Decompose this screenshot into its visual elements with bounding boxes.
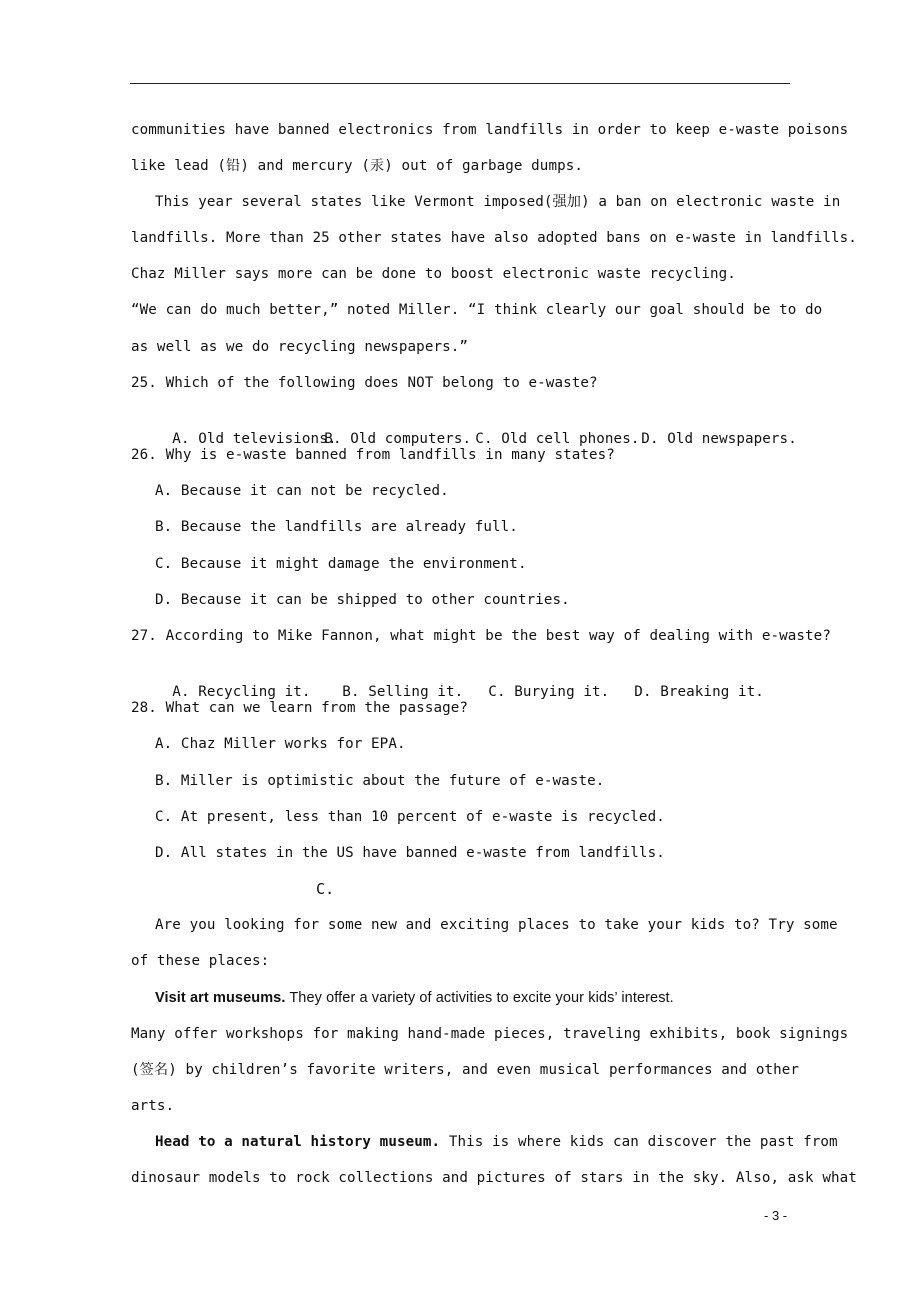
natural-history-paragraph bbox=[155, 1132, 838, 1152]
natural-history-title: Head to a natural history museum. bbox=[155, 1134, 441, 1150]
art-museums-title: Visit art museums. bbox=[155, 990, 286, 1006]
option-d: D. Old newspapers. bbox=[641, 431, 797, 447]
art-museums-line: (签名) by children’s favorite writers, and even musical performances and other bbox=[131, 1062, 800, 1078]
question-26-option-d: D. Because it can be shipped to other countries. bbox=[155, 592, 570, 608]
art-museums-line: arts. bbox=[131, 1098, 175, 1114]
question-28-option-a: A. Chaz Miller works for EPA. bbox=[155, 736, 406, 752]
passage-b-line: This year several states like Vermont imposed(强加) a ban on electronic waste in bbox=[155, 194, 841, 210]
question-27-stem: 27. According to Mike Fannon, what might be the best way of dealing with e-waste? bbox=[131, 628, 831, 644]
question-26-option-b: B. Because the landfills are already full. bbox=[155, 519, 518, 535]
passage-b-line: communities have banned electronics from landfills in order to keep e-waste poisons bbox=[131, 122, 849, 138]
option-b: B. Selling it. bbox=[342, 684, 464, 700]
passage-b-line: “We can do much better,” noted Miller. “I think clearly our goal should be to do bbox=[131, 302, 823, 318]
option-a: A. Old televisions. bbox=[172, 431, 337, 447]
question-27-options bbox=[155, 662, 764, 702]
question-28-stem: 28. What can we learn from the passage? bbox=[131, 700, 469, 716]
passage-b-line: Chaz Miller says more can be done to boost electronic waste recycling. bbox=[131, 266, 736, 282]
question-28-option-b: B. Miller is optimistic about the future of e-waste. bbox=[155, 773, 605, 789]
header-rule bbox=[130, 83, 790, 84]
passage-b-line: as well as we do recycling newspapers.” bbox=[131, 339, 469, 355]
question-28-option-d: D. All states in the US have banned e-waste from landfills. bbox=[155, 845, 665, 861]
question-26-option-c: C. Because it might damage the environment. bbox=[155, 556, 527, 572]
art-museums-paragraph bbox=[155, 988, 674, 1008]
option-c: C. Burying it. bbox=[488, 684, 610, 700]
passage-b-line: like lead (铅) and mercury (汞) out of garbage dumps. bbox=[131, 158, 584, 174]
art-museums-line: Many offer workshops for making hand-made pieces, traveling exhibits, book signings bbox=[131, 1026, 849, 1042]
page-number: - 3 - bbox=[764, 1208, 788, 1223]
passage-c-heading: C. bbox=[316, 880, 335, 898]
option-d: D. Breaking it. bbox=[634, 684, 764, 700]
question-25-options bbox=[155, 409, 797, 449]
question-28-option-c: C. At present, less than 10 percent of e-waste is recycled. bbox=[155, 809, 665, 825]
option-a: A. Recycling it. bbox=[172, 684, 311, 700]
natural-history-line: dinosaur models to rock collections and pictures of stars in the sky. Also, ask what bbox=[131, 1170, 857, 1186]
option-c: C. Old cell phones. bbox=[475, 431, 640, 447]
question-26-option-a: A. Because it can not be recycled. bbox=[155, 483, 449, 499]
question-26-stem: 26. Why is e-waste banned from landfills in many states? bbox=[131, 447, 615, 463]
passage-c-intro: Are you looking for some new and exciting places to take your kids to? Try some bbox=[155, 917, 838, 933]
passage-b-line: landfills. More than 25 other states have also adopted bans on e-waste in landfills. bbox=[131, 230, 857, 246]
option-b: B. Old computers. bbox=[324, 431, 472, 447]
art-museums-text: They offer a variety of activities to excite your kids’ interest. bbox=[285, 990, 674, 1006]
question-25-stem: 25. Which of the following does NOT belong to e-waste? bbox=[131, 375, 598, 391]
passage-c-intro: of these places: bbox=[131, 953, 270, 969]
natural-history-text: This is where kids can discover the past from bbox=[440, 1134, 838, 1150]
